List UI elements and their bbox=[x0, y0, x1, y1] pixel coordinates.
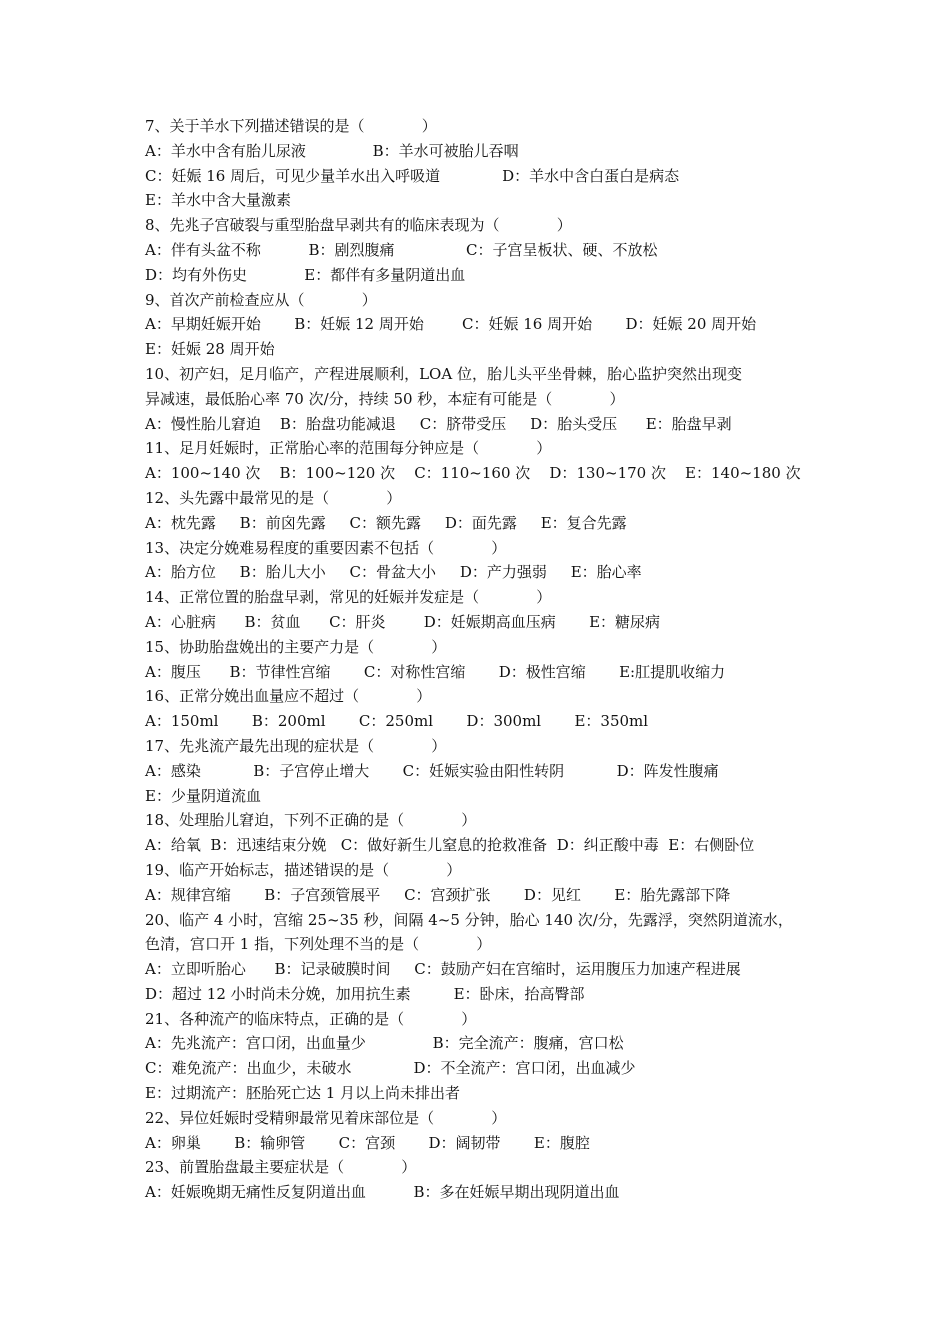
question-17-option-e: E：少量阴道流血 bbox=[145, 786, 261, 805]
question-20-options-abc: A：立即听胎心 B：记录破膜时间 C：鼓励产妇在宫缩时，运用腹压力加速产程进展 bbox=[145, 960, 741, 979]
question-17: 17、先兆流产最先出现的症状是（ ） bbox=[145, 736, 447, 755]
question-13-options: A：胎方位 B：胎儿大小 C：骨盆大小 D：产力强弱 E：胎心率 bbox=[145, 563, 642, 582]
question-12-options: A：枕先露 B：前囟先露 C：额先露 D：面先露 E：复合先露 bbox=[145, 513, 627, 532]
question-13: 13、决定分娩难易程度的重要因素不包括（ ） bbox=[145, 538, 507, 557]
question-8-options-abc: A：伴有头盆不称 B：剧烈腹痛 C：子宫呈板状、硬、不放松 bbox=[145, 240, 658, 259]
question-7-option-e: E：羊水中含大量激素 bbox=[145, 191, 291, 210]
question-11-options: A：100~140 次 B：100~120 次 C：110~160 次 D：130~170 次 E：140~180 次 bbox=[145, 464, 801, 483]
question-22: 22、异位妊娠时受精卵最常见着床部位是（ ） bbox=[145, 1108, 507, 1127]
question-21: 21、各种流产的临床特点，正确的是（ ） bbox=[145, 1009, 477, 1028]
question-18: 18、处理胎儿窘迫，下列不正确的是（ ） bbox=[145, 811, 477, 830]
question-23: 23、前置胎盘最主要症状是（ ） bbox=[145, 1158, 417, 1177]
question-14-options: A：心脏病 B：贫血 C：肝炎 D：妊娠期高血压病 E：糖尿病 bbox=[145, 612, 661, 631]
question-9-option-e: E：妊娠 28 周开始 bbox=[145, 340, 275, 359]
question-21-options-cd: C：难免流产：出血少，未破水 D：不全流产：宫口闭，出血减少 bbox=[145, 1059, 636, 1078]
question-9: 9、首次产前检查应从（ ） bbox=[145, 290, 377, 309]
question-10-options: A：慢性胎儿窘迫 B：胎盘功能减退 C：脐带受压 D：胎头受压 E：胎盘早剥 bbox=[145, 414, 732, 433]
question-7: 7、关于羊水下列描述错误的是（ ） bbox=[145, 117, 437, 135]
question-15: 15、协助胎盘娩出的主要产力是（ ） bbox=[145, 637, 447, 656]
question-8: 8、先兆子宫破裂与重型胎盘早剥共有的临床表现为（ ） bbox=[145, 216, 572, 235]
question-10-line-2: 异减速，最低胎心率 70 次/分，持续 50 秒，本症有可能是（ ） bbox=[145, 389, 625, 408]
question-7-options-ab: A：羊水中含有胎儿尿液 B：羊水可被胎儿吞咽 bbox=[145, 141, 519, 160]
question-15-options: A：腹压 B：节律性宫缩 C：对称性宫缩 D：极性宫缩 E:肛提肌收缩力 bbox=[145, 662, 726, 681]
question-21-options-ab: A：先兆流产：宫口闭，出血量少 B：完全流产：腹痛，宫口松 bbox=[145, 1034, 624, 1053]
question-19-options: A：规律宫缩 B：子宫颈管展平 C：宫颈扩张 D：见红 E：胎先露部下降 bbox=[145, 885, 731, 904]
question-19: 19、临产开始标志，描述错误的是（ ） bbox=[145, 860, 462, 879]
question-14: 14、正常位置的胎盘早剥，常见的妊娠并发症是（ ） bbox=[145, 588, 552, 607]
question-12: 12、头先露中最常见的是（ ） bbox=[145, 488, 402, 507]
question-16: 16、正常分娩出血量应不超过（ ） bbox=[145, 687, 432, 706]
question-18-options: A：给氧 B：迅速结束分娩 C：做好新生儿窒息的抢救准备 D：纠正酸中毒 E：右侧卧位 bbox=[145, 836, 755, 855]
exam-page bbox=[145, 114, 815, 1205]
question-17-options-abcd: A：感染 B：子宫停止增大 C：妊娠实验由阳性转阴 D：阵发性腹痛 bbox=[145, 761, 719, 780]
question-9-options-abcd: A：早期妊娠开始 B：妊娠 12 周开始 C：妊娠 16 周开始 D：妊娠 20 周开始 bbox=[145, 315, 757, 334]
question-10-line-1: 10、初产妇，足月临产，产程进展顺利，LOA 位，胎儿头平坐骨棘，胎心监护突然出现变 bbox=[145, 364, 742, 383]
question-20-options-de: D：超过 12 小时尚未分娩，加用抗生素 E：卧床，抬高臀部 bbox=[145, 984, 585, 1003]
question-21-option-e: E：过期流产：胚胎死亡达 1 月以上尚未排出者 bbox=[145, 1084, 461, 1103]
question-20-line-2: 色清，宫口开 1 指，下列处理不当的是（ ） bbox=[145, 935, 492, 954]
question-23-options-ab: A：妊娠晚期无痛性反复阴道出血 B：多在妊娠早期出现阴道出血 bbox=[145, 1183, 620, 1202]
question-20-line-1: 20、临产 4 小时，宫缩 25~35 秒，间隔 4~5 分钟，胎心 140 次/分，先露浮，突然阴道流水， bbox=[145, 910, 793, 929]
question-16-options: A：150ml B：200ml C：250ml D：300ml E：350ml bbox=[145, 712, 649, 731]
question-22-options: A：卵巢 B：输卵管 C：宫颈 D：阔韧带 E：腹腔 bbox=[145, 1133, 590, 1152]
question-7-options-cd: C：妊娠 16 周后，可见少量羊水出入呼吸道 D：羊水中含白蛋白是病态 bbox=[145, 166, 680, 185]
question-8-options-de: D：均有外伤史 E：都伴有多量阴道出血 bbox=[145, 265, 466, 284]
question-11: 11、足月妊娠时，正常胎心率的范围每分钟应是（ ） bbox=[145, 439, 552, 458]
